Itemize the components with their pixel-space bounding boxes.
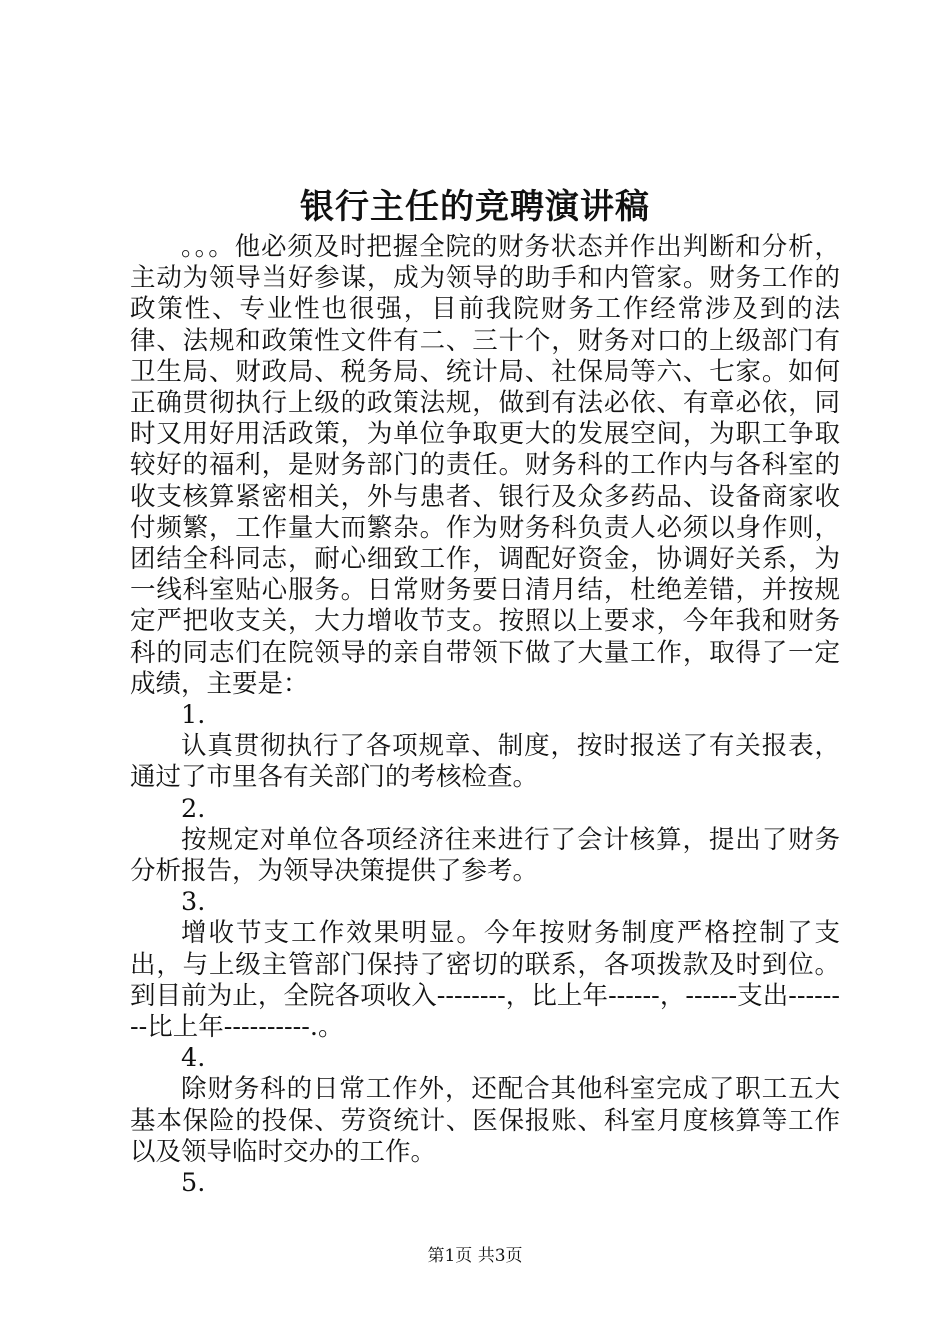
item-text-2: 按规定对单位各项经济往来进行了会计核算，提出了财务分析报告，为领导决策提供了参考。	[130, 824, 840, 887]
item-number-5: 5.	[181, 1168, 206, 1199]
item-number-1: 1.	[181, 700, 206, 731]
intro-paragraph: 。。。他必须及时把握全院的财务状态并作出判断和分析，主动为领导当好参谋，成为领导的助手和内管家。财务工作的政策性、专业性也很强，目前我院财务工作经常涉及到的法律、法规和政策性文件有二、三十个，财务对口的上级部门有卫生局、财政局、税务局、统计局、社保局等六、七家。如何正确贯彻执行上级的政策法规，做到有法必依、有章必依，同时又用好用活政策，为单位争取更大的发展空间，为职工争取较好的福利，是财务部门的责任。财务科的工作内与各科室的收支核算紧密相关，外与患者、银行及众多药品、设备商家收付频繁，工作量大而繁杂。作为财务科负责人必须以身作则，团结全科同志，耐心细致工作，调配好资金，协调好关系，为一线科室贴心服务。日常财务要日清月结，杜绝差错，并按规定严把收支关，大力增收节支。按照以上要求，今年我和财务科的同志们在院领导的亲自带领下做了大量工作，取得了一定成绩，主要是：	[130, 232, 840, 699]
item-number-4: 4.	[181, 1043, 206, 1074]
item-text-1: 认真贯彻执行了各项规章、制度，按时报送了有关报表，通过了市里各有关部门的考核检查。	[130, 731, 840, 793]
document-title: 银行主任的竞聘演讲稿	[300, 187, 650, 227]
document-body	[130, 232, 840, 1199]
page-footer: 第1页 共3页	[427, 1246, 523, 1266]
item-number-2: 2.	[181, 793, 206, 824]
item-number-3: 3.	[181, 887, 206, 918]
item-text-3: 增收节支工作效果明显。今年按财务制度严格控制了支出，与上级主管部门保持了密切的联系，各项拨款及时到位。到目前为止，全院各项收入--------，比上年------，------支出--------比上年----------.。	[130, 918, 840, 1043]
item-text-4: 除财务科的日常工作外，还配合其他科室完成了职工五大基本保险的投保、劳资统计、医保报账、科室月度核算等工作以及领导临时交办的工作。	[130, 1074, 840, 1167]
